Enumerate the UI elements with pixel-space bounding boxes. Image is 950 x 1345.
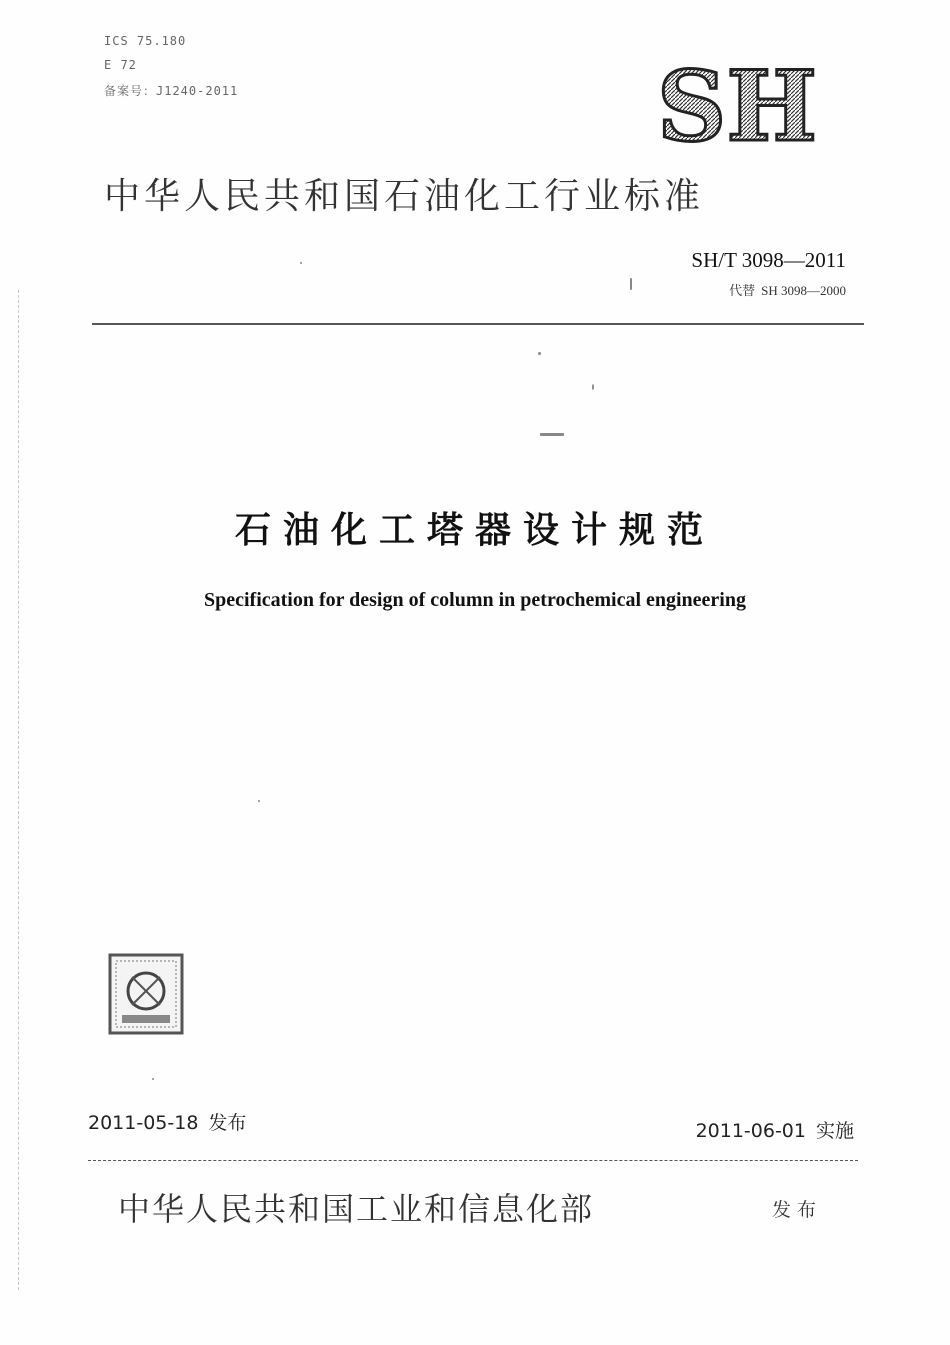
effective-label: 实施 xyxy=(815,1120,854,1142)
effective-date-row xyxy=(696,1116,854,1143)
sh-logo xyxy=(655,62,845,146)
scan-speck xyxy=(630,278,632,290)
replaces-label: 代替 xyxy=(729,283,756,298)
industry-standard-title: 中华人民共和国石油化工行业标准 xyxy=(104,176,705,217)
scan-edge-line xyxy=(18,290,19,1290)
scan-speck xyxy=(538,352,541,355)
replaces-number: SH 3098—2000 xyxy=(761,283,846,298)
document-subtitle: Specification for design of column in petrochemical engineering xyxy=(203,589,746,611)
logo-mark: SH xyxy=(657,62,818,146)
classification-code: E 72 xyxy=(104,58,137,72)
issue-date-row xyxy=(88,1108,246,1135)
top-divider xyxy=(92,323,864,325)
replaces-standard xyxy=(729,280,846,299)
publish-label: 发布 xyxy=(772,1199,823,1221)
issue-label: 发布 xyxy=(208,1112,247,1134)
scan-speck xyxy=(300,262,302,264)
effective-date: 2011-06-01 xyxy=(695,1120,806,1142)
issue-date: 2011-05-18 xyxy=(88,1112,199,1134)
record-number: 备案号：J1240-2011 xyxy=(104,84,239,98)
bottom-divider xyxy=(88,1160,858,1161)
seal-stamp xyxy=(108,953,184,1035)
scan-speck xyxy=(592,384,594,390)
document-title: 石油化工塔器设计规范 xyxy=(234,510,715,551)
publisher-name: 中华人民共和国工业和信息化部 xyxy=(118,1190,595,1228)
standard-number: SH/T 3098—2011 xyxy=(691,248,846,272)
scan-speck xyxy=(152,1078,154,1080)
ics-code: ICS 75.180 xyxy=(104,34,187,48)
scan-speck xyxy=(258,800,260,802)
scan-speck xyxy=(540,433,564,436)
